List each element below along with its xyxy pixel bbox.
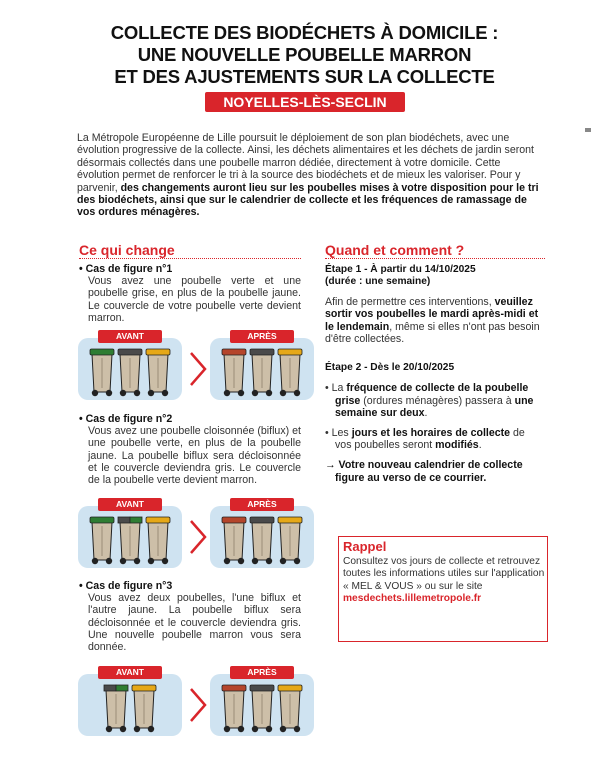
etape-2-bullet-2: • Les jours et les horaires de collecte de vos poubelles seront modifiés. bbox=[325, 426, 525, 452]
apres-badge: APRÈS bbox=[230, 498, 294, 511]
chevron-right-icon bbox=[185, 349, 211, 389]
corner-mark bbox=[585, 128, 591, 132]
etape-1-duration: (durée : une semaine) bbox=[325, 276, 431, 288]
case-3-text: Vous avez deux poubelles, l'une biflux et l'autre jaune. La poubelle biflux sera décloisonnée et le couvercle deviendra gris. Une nouvelle poubelle marron vous sera donnée. bbox=[88, 592, 301, 654]
case-2-label: • Cas de figure n°2 bbox=[79, 413, 173, 425]
apres-badge: APRÈS bbox=[230, 330, 294, 343]
section-heading-ce-qui-change: Ce qui change bbox=[79, 242, 175, 258]
case-3-label: • Cas de figure n°3 bbox=[79, 580, 173, 592]
intro-line: La Métropole Européenne de Lille poursuit le déploiement de son plan biodéchets, avec une bbox=[77, 132, 510, 144]
rappel-title: Rappel bbox=[343, 539, 387, 554]
etape-2-title: Étape 2 - Dès le 20/10/2025 bbox=[325, 362, 455, 373]
etape-2-bullet-1: • La fréquence de collecte de la poubelle grise (ordures ménagères) passera à une semaine sur deux. bbox=[325, 382, 534, 420]
title-line-1: COLLECTE DES BIODÉCHETS À DOMICILE : bbox=[110, 22, 499, 43]
etape-2 bbox=[325, 362, 543, 484]
chevron-right-icon bbox=[185, 517, 211, 557]
intro-line: seront désormais collectés dans une poubelle marron dédiée, directement à votre domicile. bbox=[77, 144, 534, 169]
bins-after-panel bbox=[210, 338, 314, 400]
city-badge: NOYELLES-LÈS-SECLIN bbox=[205, 92, 405, 112]
etape-1 bbox=[325, 264, 543, 345]
bins-after-panel bbox=[210, 674, 314, 736]
avant-badge: AVANT bbox=[98, 330, 162, 343]
chevron-right-icon bbox=[185, 685, 211, 725]
page-title bbox=[0, 22, 609, 88]
bins-after-panel bbox=[210, 506, 314, 568]
heading-rule bbox=[325, 258, 545, 259]
case-2 bbox=[79, 413, 301, 486]
intro-line: évolution progressive de la collecte. Ainsi, les déchets alimentaires et les déchets de jardin bbox=[77, 144, 502, 157]
title-line-2: UNE NOUVELLE POUBELLE MARRON bbox=[137, 44, 472, 65]
bins-before-panel bbox=[78, 674, 182, 736]
avant-badge: AVANT bbox=[98, 666, 162, 679]
intro-bold: des changements auront lieu sur les poubelles mises à votre disposition pour le tri des biodéchets, ainsi que sur le calendrier de collecte et les fréquences de ramassage de vos ordures ménagères. bbox=[77, 181, 539, 219]
rappel-text: Consultez vos jours de collecte et retrouvez toutes les informations utiles sur l'application « MEL & VOUS » ou sur le site mesdechets.lillemetropole.fr bbox=[343, 556, 545, 604]
case-1-label: • Cas de figure n°1 bbox=[79, 263, 173, 275]
case-1-text: Vous avez une poubelle verte et une poubelle grise, en plus de la poubelle jaune. Le couvercle de votre poubelle verte devient marron. bbox=[88, 275, 301, 324]
section-heading-quand-et-comment: Quand et comment ? bbox=[325, 242, 465, 258]
etape-1-text: Afin de permettre ces interventions, veuillez sortir vos poubelles le mardi après-midi et le lendemain, même si elles n'ont pas besoin d'être collectées. bbox=[325, 295, 540, 346]
rappel-website-link[interactable]: mesdechets.lillemetropole.fr bbox=[343, 592, 482, 604]
intro-paragraph bbox=[77, 132, 543, 219]
bins-before-panel bbox=[78, 506, 182, 568]
avant-badge: AVANT bbox=[98, 498, 162, 511]
apres-badge: APRÈS bbox=[230, 666, 294, 679]
intro-line: Cette évolution permet de renforcer le tri à la source des biodéchets et de mieux les valoriser. bbox=[77, 156, 501, 182]
case-2-text: Vous avez une poubelle cloisonnée (biflux) et une poubelle verte, en plus de la poubelle jaune. La poubelle biflux sera décloisonnée et le couvercle deviendra gris. Le couvercle de la poubelle verte devient marron. bbox=[88, 425, 301, 487]
case-1 bbox=[79, 263, 301, 324]
heading-rule bbox=[79, 258, 301, 259]
etape-2-arrow-note: → Votre nouveau calendrier de collecte figure au verso de ce courrier. bbox=[325, 459, 523, 484]
case-3 bbox=[79, 580, 301, 653]
title-line-3: ET DES AJUSTEMENTS SUR LA COLLECTE bbox=[114, 66, 495, 87]
bins-before-panel bbox=[78, 338, 182, 400]
etape-1-title: Étape 1 - À partir du 14/10/2025 bbox=[325, 264, 476, 275]
intro-lead: Pour y parvenir, bbox=[77, 169, 521, 194]
